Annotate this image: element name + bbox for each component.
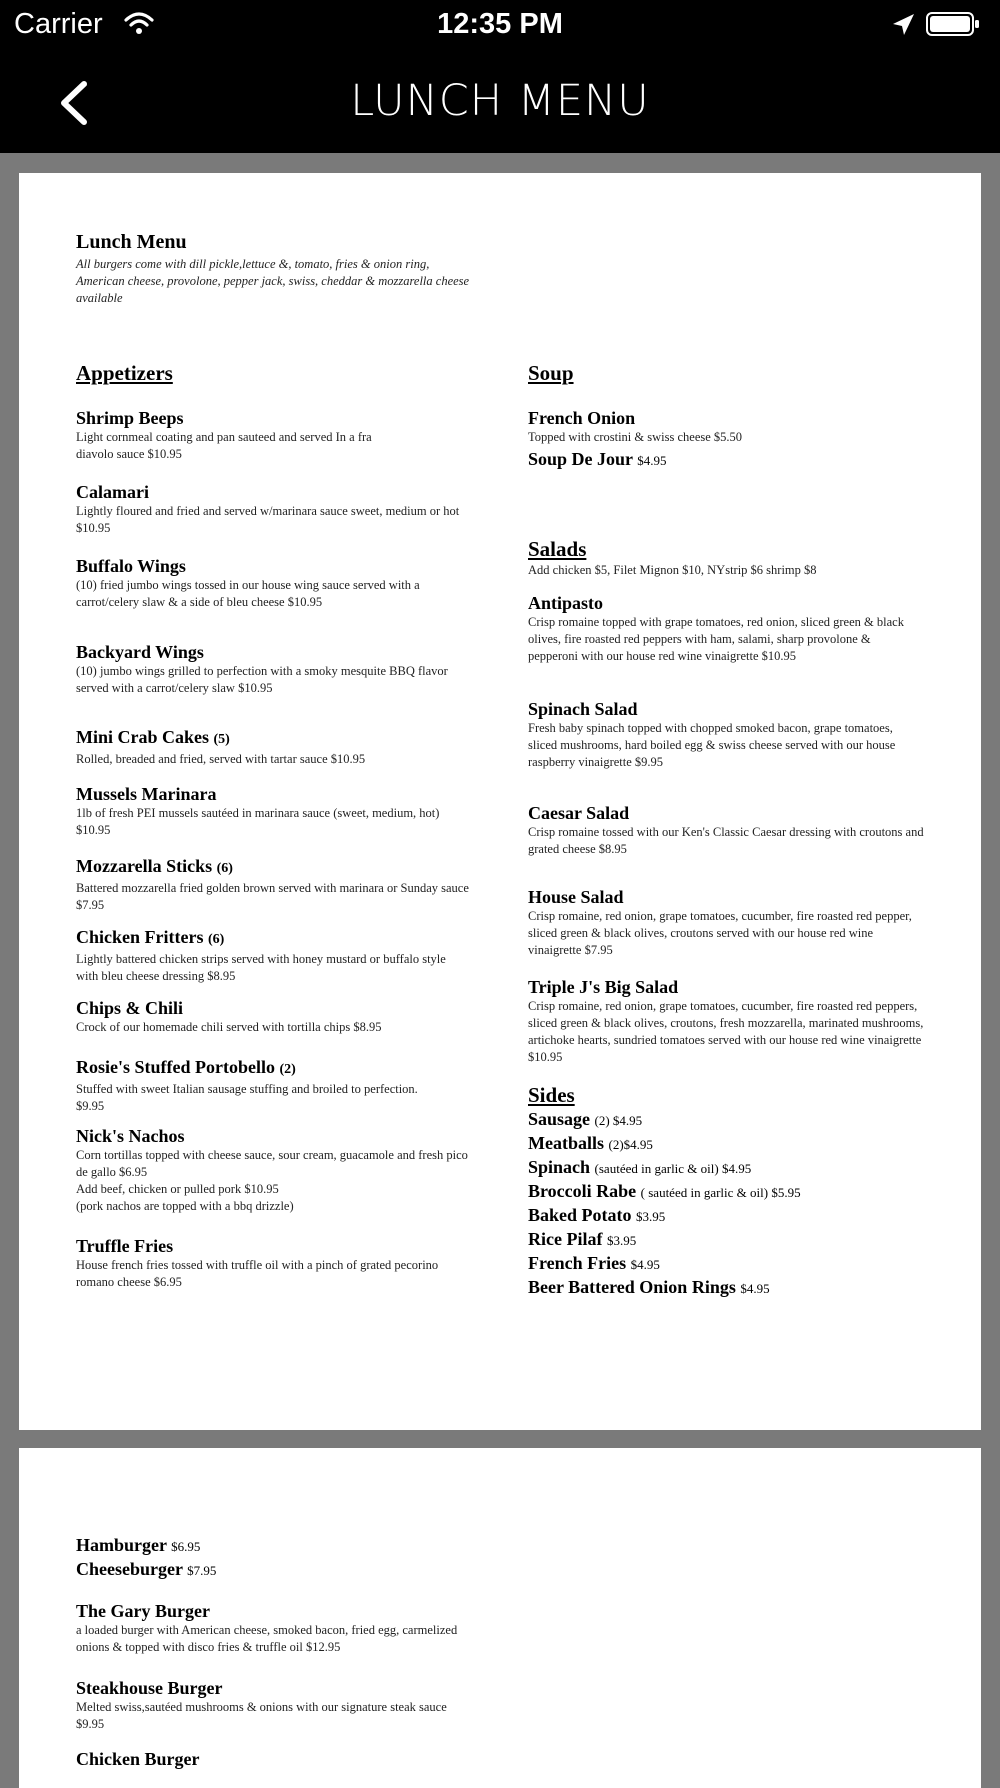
- item-name: Antipasto: [528, 593, 604, 613]
- item-name: Caesar Salad: [528, 803, 630, 823]
- menu-item: [528, 407, 948, 446]
- item-name: Buffalo Wings: [76, 556, 186, 576]
- menu-item: [76, 1534, 496, 1582]
- item-desc: (10) jumbo wings grilled to perfection with a smoky mesquite BBQ flavor served with a carrot/celery slaw $10.95: [76, 664, 448, 695]
- item-desc: 1lb of fresh PEI mussels sautéed in marinara sauce (sweet, medium, hot) $10.95: [76, 806, 440, 837]
- menu-item: [76, 855, 496, 914]
- menu-item: [76, 1235, 496, 1291]
- salads-note: Add chicken $5, Filet Mignon $10, NYstrip $6 shrimp $8: [528, 563, 817, 577]
- intro-title: Lunch Menu: [76, 231, 187, 253]
- item-name: Soup De Jour $4.95: [528, 449, 667, 469]
- item-name: Steakhouse Burger: [76, 1678, 223, 1698]
- status-bar: [0, 0, 1000, 50]
- item-name: Chips & Chili: [76, 998, 184, 1018]
- side-item: Sausage (2) $4.95: [528, 1109, 643, 1129]
- item-name: Truffle Fries: [76, 1236, 174, 1256]
- menu-item: [528, 802, 948, 858]
- battery-icon: [926, 12, 980, 36]
- menu-item: [76, 1056, 496, 1115]
- item-desc: Melted swiss,sautéed mushrooms & onions with our signature steak sauce $9.95: [76, 1700, 447, 1731]
- appetizers-section: [76, 361, 496, 1289]
- menu-item: [76, 726, 496, 768]
- item-desc: Fresh baby spinach topped with chopped smoked bacon, grape tomatoes, sliced mushrooms, hard boiled egg & swiss cheese served with our house raspberry vinaigrette $9.95: [528, 721, 896, 769]
- item-name: House Salad: [528, 887, 624, 907]
- menu-item: [76, 783, 496, 839]
- item-name: Cheeseburger $7.95: [76, 1559, 217, 1579]
- item-desc: Light cornmeal coating and pan sauteed and served In a fra diavolo sauce $10.95: [76, 430, 372, 461]
- side-item: Rice Pilaf $3.95: [528, 1229, 637, 1249]
- menu-item: [528, 592, 948, 665]
- side-item: Beer Battered Onion Rings $4.95: [528, 1277, 770, 1297]
- item-name: Nick's Nachos: [76, 1126, 185, 1146]
- menu-intro: [76, 231, 476, 307]
- item-desc: (10) fried jumbo wings tossed in our house wing sauce served with a carrot/celery slaw & a side of bleu cheese $10.95: [76, 578, 420, 609]
- item-desc: Rolled, breaded and fried, served with tartar sauce $10.95: [76, 752, 366, 766]
- item-name: Spinach Salad: [528, 699, 638, 719]
- menu-item: [76, 1600, 496, 1656]
- location-arrow-icon: [890, 12, 916, 38]
- item-name: Chicken Fritters (6): [76, 927, 225, 947]
- sides-section: [528, 1083, 948, 1300]
- menu-item: [76, 926, 496, 985]
- item-desc: Stuffed with sweet Italian sausage stuffing and broiled to perfection. $9.95: [76, 1082, 418, 1113]
- salads-heading-wrap: [528, 537, 948, 579]
- side-item: Spinach (sautéed in garlic & oil) $4.95: [528, 1157, 752, 1177]
- menu-item: [76, 1125, 496, 1215]
- menu-item: [528, 448, 948, 472]
- menu-item: [76, 555, 496, 611]
- item-desc: Crisp romaine topped with grape tomatoes, red onion, sliced green & black olives, fire roasted red peppers with ham, salami, sharp provolone & pepperoni with our house red wine vinaigrette $10.95: [528, 615, 904, 663]
- item-name: Backyard Wings: [76, 642, 204, 662]
- clock: 12:35 PM: [437, 8, 563, 40]
- item-desc: Lightly floured and fried and served w/marinara sauce sweet, medium or hot $10.95: [76, 504, 460, 535]
- menu-item: [76, 407, 496, 463]
- menu-page-2[interactable]: [19, 1448, 981, 1788]
- item-desc-note: (pork nachos are topped with a bbq drizzle): [76, 1199, 294, 1213]
- side-item: Broccoli Rabe ( sautéed in garlic & oil) $5.95: [528, 1181, 801, 1201]
- navigation-bar: [0, 50, 1000, 153]
- item-name: Rosie's Stuffed Portobello (2): [76, 1057, 296, 1077]
- page-title: LUNCH MENU: [350, 76, 650, 126]
- item-desc: Crisp romaine tossed with our Ken's Classic Caesar dressing with croutons and grated cheese $8.95: [528, 825, 924, 856]
- menu-item: [76, 641, 496, 697]
- item-name: Hamburger $6.95: [76, 1535, 201, 1555]
- item-name: Mussels Marinara: [76, 784, 217, 804]
- menu-item: [76, 1748, 496, 1770]
- menu-item: [76, 1677, 496, 1733]
- appetizers-heading: Appetizers: [76, 361, 173, 385]
- menu-item: [76, 997, 496, 1036]
- item-desc: Crisp romaine, red onion, grape tomatoes, cucumber, fire roasted red pepper, sliced green & black olives, croutons served with our house red wine vinaigrette $7.95: [528, 909, 912, 957]
- item-desc: Lightly battered chicken strips served with honey mustard or buffalo style with bleu cheese dressing $8.95: [76, 952, 446, 983]
- menu-page-1[interactable]: [19, 173, 981, 1430]
- sides-heading: Sides: [528, 1083, 575, 1107]
- intro-text: All burgers come with dill pickle,lettuce &, tomato, fries & onion ring, American cheese, provolone, pepper jack, swiss, cheddar & mozzarella cheese available: [76, 257, 470, 305]
- soup-heading: Soup: [528, 361, 574, 385]
- item-name: Mini Crab Cakes (5): [76, 727, 230, 747]
- item-name: Shrimp Beeps: [76, 408, 184, 428]
- item-name: The Gary Burger: [76, 1601, 210, 1621]
- item-desc: a loaded burger with American cheese, smoked bacon, fried egg, carmelized onions & topped with disco fries & truffle oil $12.95: [76, 1623, 458, 1654]
- menu-item: [528, 976, 948, 1066]
- carrier-label: Carrier: [14, 8, 103, 40]
- item-name: French Onion: [528, 408, 636, 428]
- item-name: Triple J's Big Salad: [528, 977, 679, 997]
- side-item: Baked Potato $3.95: [528, 1205, 666, 1225]
- right-column: [528, 361, 948, 1297]
- item-name: Chicken Burger: [76, 1749, 200, 1769]
- item-desc: House french fries tossed with truffle oil with a pinch of grated pecorino romano cheese $6.95: [76, 1258, 439, 1289]
- side-item: Meatballs (2)$4.95: [528, 1133, 653, 1153]
- salads-heading-visible: Salads: [528, 537, 587, 561]
- menu-item: [76, 481, 496, 537]
- item-desc: Topped with crostini & swiss cheese $5.50: [528, 430, 743, 444]
- menu-item: [528, 886, 948, 959]
- side-item: French Fries $4.95: [528, 1253, 660, 1273]
- item-desc: Battered mozzarella fried golden brown served with marinara or Sunday sauce $7.95: [76, 881, 469, 912]
- item-desc: Corn tortillas topped with cheese sauce, sour cream, guacamole and fresh pico de gallo $6.95: [76, 1148, 468, 1179]
- menu-item: [528, 698, 948, 771]
- item-desc-extra: Add beef, chicken or pulled pork $10.95: [76, 1182, 279, 1196]
- item-desc: Crock of our homemade chili served with tortilla chips $8.95: [76, 1020, 382, 1034]
- item-name: Mozzarella Sticks (6): [76, 856, 233, 876]
- item-desc: Crisp romaine, red onion, grape tomatoes, cucumber, fire roasted red peppers, sliced green & black olives, croutons, fresh mozzarella, marinated mushrooms, artichoke hearts, sundried tomatoes served with our house red wine vinaigrette $10.95: [528, 999, 924, 1064]
- item-name: Calamari: [76, 482, 149, 502]
